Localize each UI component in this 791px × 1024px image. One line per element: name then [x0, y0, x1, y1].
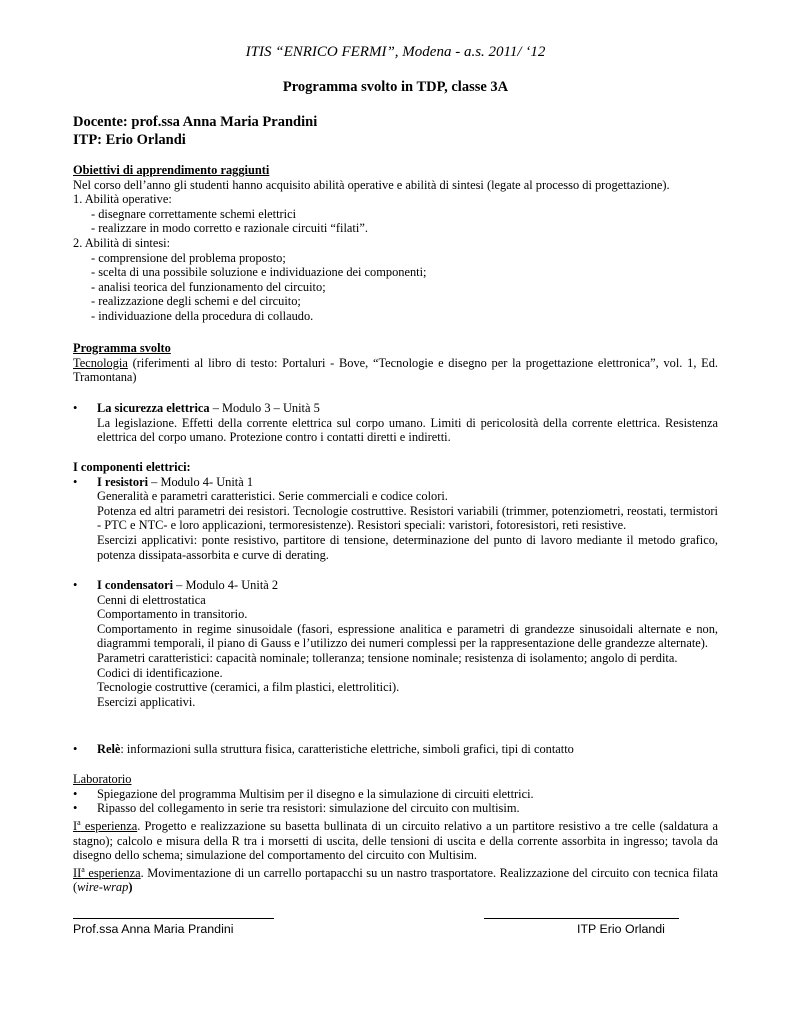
operative-item: - disegnare correttamente schemi elettrici [91, 206, 297, 221]
condensatori-line: Tecnologie costruttive (ceramici, a film plastici, elettrolitici). [97, 680, 400, 695]
rele-item [73, 742, 718, 757]
esperienza-1-number: I [73, 818, 78, 833]
bullet: • [73, 786, 78, 801]
school-header: ITIS “ENRICO FERMI”, Modena - a.s. 2011/ ‘12 [245, 44, 546, 60]
tecnologia-reference [73, 356, 718, 385]
rele-text: : informazioni sulla struttura fisica, caratteristiche elettriche, simboli grafici, tipi di contatto [120, 742, 574, 756]
esperienza-2-label [73, 866, 141, 880]
signature-line-right [484, 918, 679, 919]
condensatori-line: Codici di identificazione. [97, 665, 223, 680]
obiettivi-intro: Nel corso dell’anno gli studenti hanno acquisito abilità operative e abilità di sintesi (legate al processo di progettazione). [73, 177, 670, 192]
condensatori-line: Cenni di elettrostatica [97, 592, 206, 607]
condensatori-title: I condensatori [97, 578, 174, 592]
itp-line: ITP: Erio Orlandi [73, 132, 186, 148]
tecnologia-label: Tecnologia [73, 355, 128, 370]
condensatori-line: Comportamento in transitorio. [97, 607, 248, 622]
esperienza-1-sup: a [77, 817, 81, 827]
bullet: • [73, 401, 78, 415]
condensatori-line: Esercizi applicativi. [97, 694, 196, 709]
rele-title: Relè [97, 742, 121, 756]
sintesi-item: - scelta di una possibile soluzione e individuazione dei componenti; [91, 265, 427, 280]
sintesi-item: - realizzazione degli schemi e del circuito; [91, 294, 301, 309]
signature-right: ITP Erio Orlandi [577, 922, 665, 936]
programma-section [73, 341, 718, 385]
operative-title: 1. Abilità operative: [73, 192, 172, 207]
esperienza-2-word: esperienza [84, 865, 141, 880]
condensatori-item [73, 578, 718, 709]
sicurezza-item [73, 401, 718, 445]
componenti-section [73, 460, 718, 562]
sicurezza-module: – Modulo 3 – Unità 5 [209, 401, 320, 415]
sicurezza-title: La sicurezza elettrica [97, 401, 210, 415]
esperienza-1 [73, 816, 718, 863]
bullet: • [73, 801, 78, 816]
programma-heading: Programma svolto [73, 341, 171, 355]
esperienza-2-sup: a [81, 864, 85, 874]
sintesi-item: - comprensione del problema proposto; [91, 250, 286, 265]
sintesi-title: 2. Abilità di sintesi: [73, 235, 171, 250]
condensatori-module: – Modulo 4- Unità 2 [173, 578, 279, 592]
signature-line-left [73, 918, 274, 919]
sintesi-item: - individuazione della procedura di collaudo. [91, 308, 314, 323]
bullet: • [73, 578, 78, 592]
tecnologia-ref-text: (riferimenti al libro di testo: Portaluri - Bove, “Tecnologie e disegno per la progettazione elettronica”, vol. 1, Ed. Tramontana) [73, 355, 718, 385]
laboratorio-item: Ripasso del collegamento in serie tra resistori: simulazione del circuito con multisim. [97, 801, 520, 816]
obiettivi-heading: Obiettivi di apprendimento raggiunti [73, 163, 270, 177]
condensatori-line: Comportamento in regime sinusoidale (fasori, espressione analitica e parametri di grandezze sinusoidali alternate e non, diagrammi temporali, il piano di Gauss e l’utilizzo dei numeri complessi per la rappresentazione delle grandezze alternate). [97, 621, 718, 651]
resistori-line: Potenza ed altri parametri dei resistori. Tecnologie costruttive. Resistori variabili (trimmer, potenziometri, reostati, termistori - PTC e NTC- e loro applicazioni, termoresistenze). Resistori speciali: varistori, fotoresistori, reti resistive. [97, 503, 718, 533]
condensatori-line: Parametri caratteristici: capacità nominale; tolleranza; tensione nominale; resistenza di isolamento; angolo di perdita. [97, 650, 678, 665]
esperienza-2 [73, 863, 718, 895]
laboratorio-item: Spiegazione del programma Multisim per il disegno e la simulazione di circuiti elettrici. [97, 786, 534, 801]
esperienza-2-text: . Movimentazione di un carrello portapacchi su un nastro trasportatore. Realizzazione del circuito con tecnica filata ( [73, 865, 718, 895]
resistori-title: I resistori [97, 474, 149, 489]
sicurezza-text: La legislazione. Effetti della corrente elettrica sul corpo umano. Limiti di pericolosità della corrente elettrica. Resistenza elettrica del corpo umano. Protezione contro i contatti diretti e indiretti. [97, 415, 718, 445]
signature-left: Prof.ssa Anna Maria Prandini [73, 922, 234, 936]
esperienza-1-text: . Progetto e realizzazione su basetta bullinata di un circuito relativo a un partitore resistivo a tre celle (saldatura a stagno); calcolo e misura della R tra i morsetti di uscita, delle tensioni di uscita e della corrente assorbita in ingresso; tavola da disegno dello schema; simulazione del comportamento del circuito con Multisim. [73, 818, 718, 863]
bullet: • [73, 742, 78, 756]
laboratorio-heading: Laboratorio [73, 772, 132, 786]
laboratorio-section [73, 772, 718, 895]
page-title: Programma svolto in TDP, classe 3A [282, 79, 509, 95]
sintesi-item: - analisi teorica del funzionamento del circuito; [91, 279, 326, 294]
bullet: • [73, 474, 78, 489]
wire-wrap-text: wire-wrap [77, 880, 129, 895]
operative-item: - realizzare in modo corretto e razionale circuiti “filati”. [91, 221, 368, 236]
esperienza-1-label [73, 819, 137, 833]
resistori-module: – Modulo 4- Unità 1 [148, 474, 254, 489]
esperienza-2-number: II [73, 865, 82, 880]
esperienza-2-close: ) [128, 880, 133, 895]
docente-line: Docente: prof.ssa Anna Maria Prandini [73, 114, 318, 130]
obiettivi-section [73, 163, 718, 324]
componenti-heading: I componenti elettrici: [73, 460, 191, 474]
resistori-line: Esercizi applicativi: ponte resistivo, partitore di tensione, determinazione del punto di lavoro mediante il metodo grafico, potenza dissipata-assorbita e curve di derating. [97, 532, 718, 562]
resistori-line: Generalità e parametri caratteristici. Serie commerciali e codice colori. [97, 489, 448, 504]
esperienza-1-word: esperienza [80, 818, 138, 833]
